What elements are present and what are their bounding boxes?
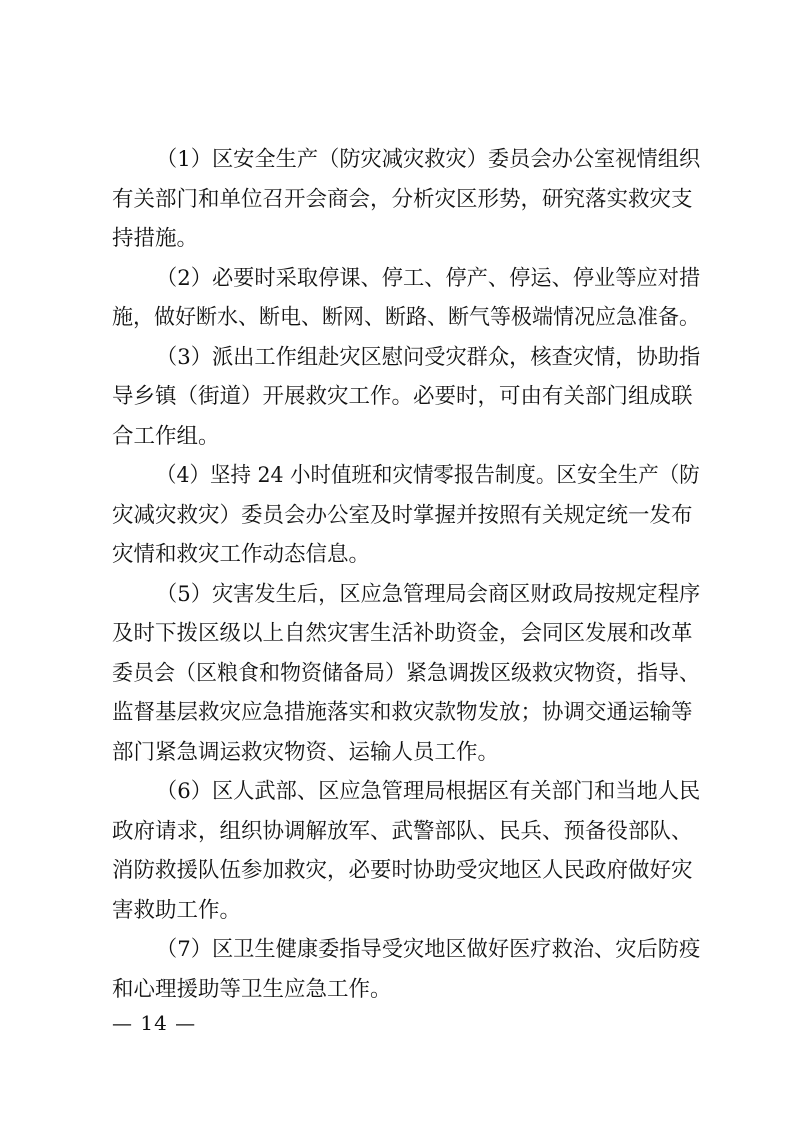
text-span: 持措施。: [112, 226, 199, 251]
paragraph-line: [0, 499, 793, 533]
text-span: （4）坚持 24 小时值班和灾情零报告制度。区安全生产（防: [156, 463, 700, 488]
paragraph-line: [0, 301, 793, 335]
text-span: 有关部门和单位召开会商会，分析灾区形势，研究落实救灾支: [112, 187, 693, 212]
text-span: 灾减灾救灾）委员会办公室及时掌握并按照有关规定统一发布: [112, 503, 693, 528]
text-span: 和心理援助等卫生应急工作。: [112, 977, 392, 1002]
text-span: （1）区安全生产（防灾减灾救灾）委员会办公室视情组织: [156, 147, 701, 172]
page-number: — 14 —: [112, 1011, 197, 1035]
paragraph-line: [0, 538, 793, 572]
paragraph-line: [0, 380, 793, 414]
text-span: 合工作组。: [112, 424, 220, 449]
paragraph-line: [0, 696, 793, 730]
text-span: （6）区人武部、区应急管理局根据区有关部门和当地人民: [156, 779, 701, 804]
text-span: 委员会（区粮食和物资储备局）紧急调拨区级救灾物资，指导、: [112, 661, 700, 686]
paragraph-line: [0, 736, 793, 770]
text-span: 监督基层救灾应急措施落实和救灾款物发放；协调交通运输等: [112, 700, 693, 725]
text-span: 灾情和救灾工作动态信息。: [112, 542, 371, 567]
paragraph-line: [0, 183, 793, 217]
paragraph-line: [0, 578, 793, 612]
text-span: （3）派出工作组赴灾区慰问受灾群众，核查灾情，协助指: [156, 345, 701, 370]
paragraph-line: [0, 143, 793, 177]
paragraph-line: [0, 262, 793, 296]
paragraph-line: [0, 894, 793, 928]
paragraph-line: [0, 933, 793, 967]
text-span: （5）灾害发生后，区应急管理局会商区财政局按规定程序: [156, 582, 701, 607]
text-span: 部门紧急调运救灾物资、运输人员工作。: [112, 740, 500, 765]
text-span: 消防救援队伍参加救灾，必要时协助受灾地区人民政府做好灾: [112, 858, 693, 883]
paragraph-line: [0, 420, 793, 454]
text-span: 政府请求，组织协调解放军、武警部队、民兵、预备役部队、: [112, 819, 693, 844]
paragraph-line: [0, 222, 793, 256]
paragraph-line: [0, 775, 793, 809]
paragraph-line: [0, 459, 793, 493]
text-span: 害救助工作。: [112, 898, 242, 923]
text-span: 施，做好断水、断电、断网、断路、断气等极端情况应急准备。: [112, 305, 700, 330]
paragraph-line: [0, 341, 793, 375]
paragraph-line: [0, 617, 793, 651]
text-span: 及时下拨区级以上自然灾害生活补助资金，会同区发展和改革: [112, 621, 693, 646]
paragraph-line: [0, 854, 793, 888]
paragraph-line: [0, 973, 793, 1007]
text-span: （7）区卫生健康委指导受灾地区做好医疗救治、灾后防疫: [156, 937, 701, 962]
text-span: 导乡镇（街道）开展救灾工作。必要时，可由有关部门组成联: [112, 384, 693, 409]
paragraph-line: [0, 815, 793, 849]
text-span: （2）必要时采取停课、停工、停产、停运、停业等应对措: [156, 266, 701, 291]
paragraph-line: [0, 657, 793, 691]
